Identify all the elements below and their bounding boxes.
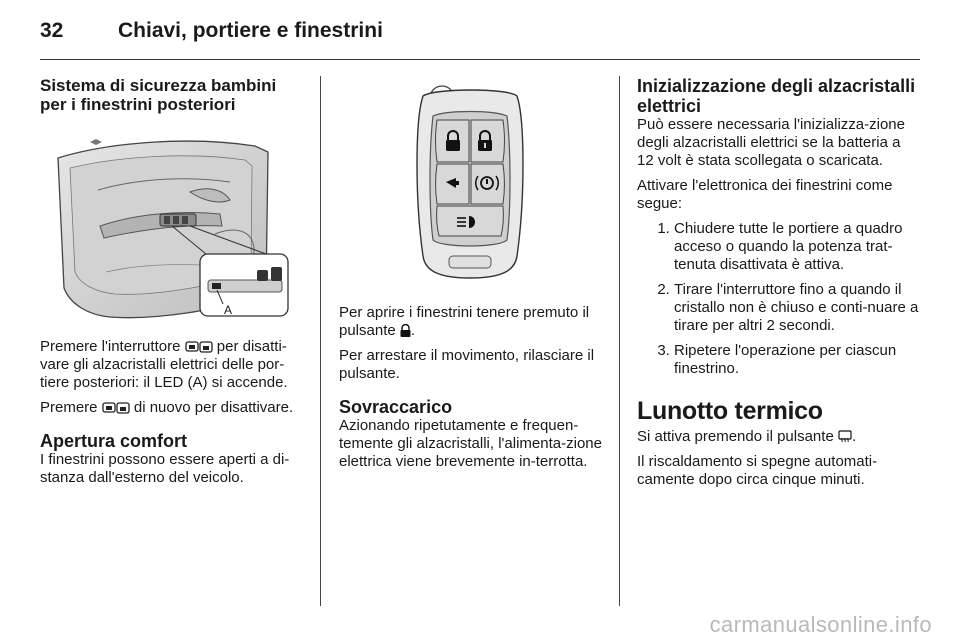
unlock-icon [400, 324, 411, 337]
paragraph: Si attiva premendo il pulsante . [637, 428, 857, 445]
paragraph: Azionando ripetutamente e frequen-temente gli alzacristalli, l'alimenta-zione elettrica viene brevemente in-terrotta. [339, 417, 602, 470]
page-title: Chiavi, portiere e finestrini [118, 19, 383, 42]
child-lock-icon [102, 401, 130, 414]
figure-label-a: A [224, 303, 233, 317]
list-item: 3. Ripetere l'operazione per ciascun finestrino. [674, 342, 921, 378]
paragraph: Per arrestare il movimento, rilasciare il pulsante. [339, 347, 595, 382]
paragraph: I finestrini possono essere aperti a di-stanza dall'esterno del veicolo. [40, 451, 290, 486]
column-divider [320, 76, 321, 606]
paragraph: Per aprire i finestrini tenere premuto il pulsante . [339, 304, 590, 339]
paragraph: Premere di nuovo per disattivare. [40, 399, 294, 416]
column-3 [637, 76, 921, 496]
key-fob-illustration [339, 80, 603, 288]
list-item: 2. Tirare l'interruttore fino a quando il cristallo non è chiuso e conti-nuare a tirare per altri 2 secondi. [674, 281, 921, 335]
header-rule [40, 59, 920, 60]
paragraph: Può essere necessaria l'inizializza-zione degli alzacristalli elettrici se la batteria a 12 volt è stata scollegata o scaricata. [637, 116, 905, 169]
column-divider [619, 76, 620, 606]
steps-list [637, 220, 921, 378]
headlamp-icon [457, 216, 475, 228]
section-heading-rear-defroster: Lunotto termico [637, 397, 823, 425]
watermark: carmanualsonline.info [709, 612, 932, 637]
rear-defroster-icon [838, 430, 852, 443]
column-2 [339, 76, 603, 478]
paragraph: Premere l'interruttore per disatti-vare gli alzacristalli elettrici delle por-tiere posteriori: il LED (A) si accende. [40, 338, 288, 391]
door-panel-illustration [40, 122, 302, 332]
child-lock-icon [185, 340, 213, 353]
section-heading-child-lock: Sistema di sicurezza bambini per i finestrini posteriori [40, 76, 277, 114]
page-number: 32 [40, 19, 64, 42]
section-heading-overload: Sovraccarico [339, 397, 453, 417]
column-1 [40, 76, 302, 494]
paragraph: Il riscaldamento si spegne automati-camente dopo circa cinque minuti. [637, 453, 878, 488]
section-heading-window-init: Inizializzazione degli alzacristalli elettrici [637, 76, 916, 116]
paragraph: Attivare l'elettronica dei finestrini come segue: [637, 177, 893, 212]
section-heading-comfort-opening: Apertura comfort [40, 431, 188, 451]
list-item: 1. Chiudere tutte le portiere a quadro acceso o quando la potenza trat-tenuta disattivata è attiva. [674, 220, 921, 274]
